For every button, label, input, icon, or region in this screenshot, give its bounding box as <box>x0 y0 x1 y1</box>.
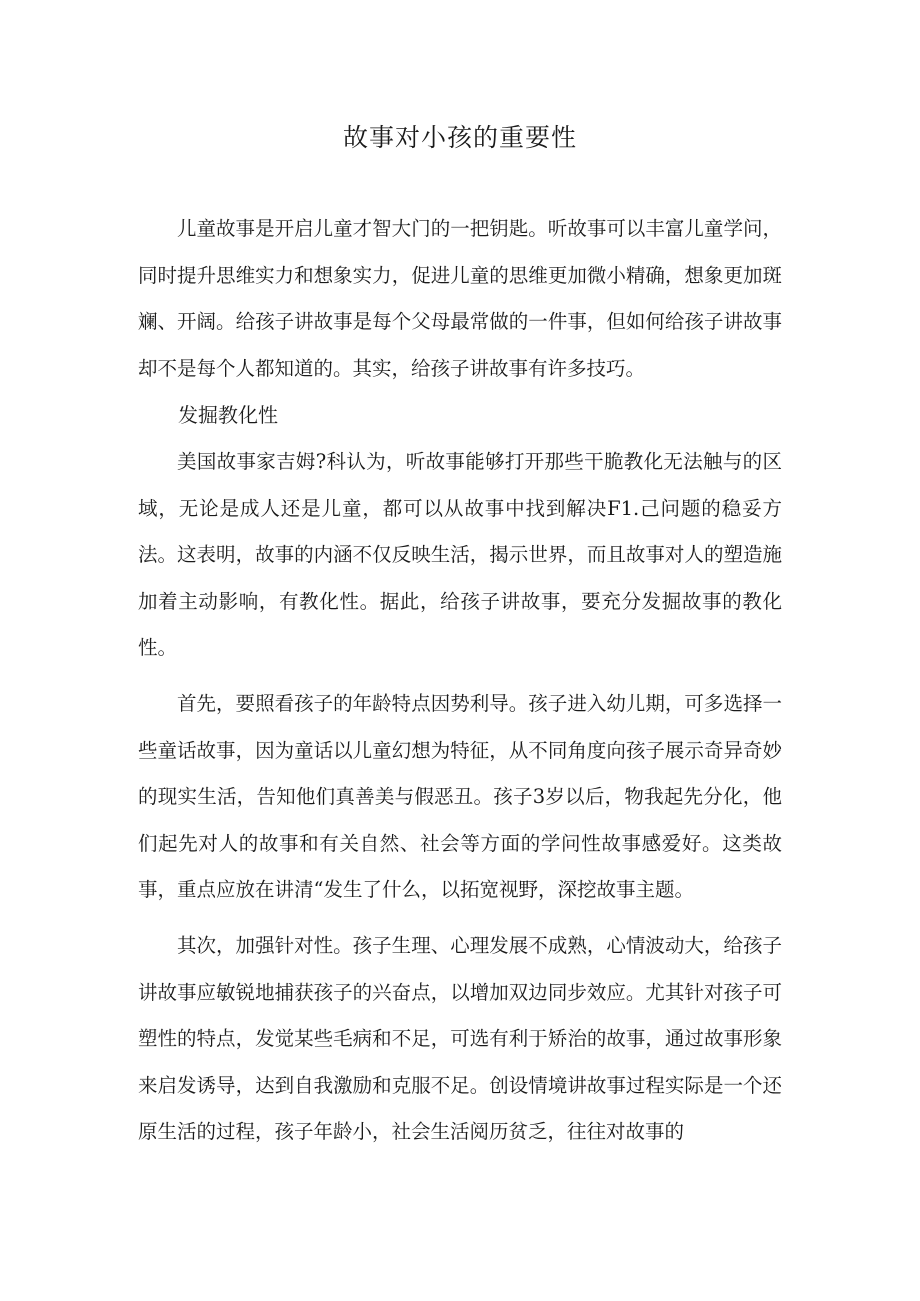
paragraph-second-point: 其次，加强针对性。孩子生理、心理发展不成熟，心情波动大，给孩子讲故事应敏锐地捕获孩子的兴奋点，以增加双边同步效应。尤其针对孩子可塑性的特点，发觉某些毛病和不足，可选有利于矫治的故事，通过故事形象来启发诱导，达到自我激励和克服不足。创设情境讲故事过程实际是一个还原生活的过程，孩子年龄小，社会生活阅历贫乏，往往对故事的 <box>138 933 782 1144</box>
document-body <box>138 206 782 1156</box>
section-heading: 发掘教化性 <box>178 403 278 428</box>
page-title: 故事对小孩的重要性 <box>342 123 577 152</box>
paragraph-first-point: 首先，要照看孩子的年龄特点因势利导。孩子进入幼儿期，可多选择一些童话故事，因为童话以儿童幻想为特征，从不同角度向孩子展示奇异奇妙的现实生活，告知他们真善美与假恶丑。孩子3岁以后，物我起先分化，他们起先对人的故事和有关自然、社会等方面的学问性故事感爱好。这类故事，重点应放在讲清“发生了什么，以拓宽视野，深挖故事主题。 <box>138 691 782 902</box>
paragraph-intro: 儿童故事是开启儿童才智大门的一把钥匙。听故事可以丰富儿童学问，同时提升思维实力和想象实力，促进儿童的思维更加微小精确，想象更加斑斓、开阔。给孩子讲故事是每个父母最常做的一件事，但如何给孩子讲故事却不是每个人都知道的。其实，给孩子讲故事有许多技巧。 <box>138 217 782 380</box>
paragraph-story-expert: 美国故事家吉姆?科认为，听故事能够打开那些干脆教化无法触与的区域，无论是成人还是儿童，都可以从故事中找到解决F1.己问题的稳妥方法。这表明，故事的内涵不仅反映生活，揭示世界，而且故事对人的塑造施加着主动影响，有教化性。据此，给孩子讲故事，要充分发掘故事的教化性。 <box>138 449 782 660</box>
